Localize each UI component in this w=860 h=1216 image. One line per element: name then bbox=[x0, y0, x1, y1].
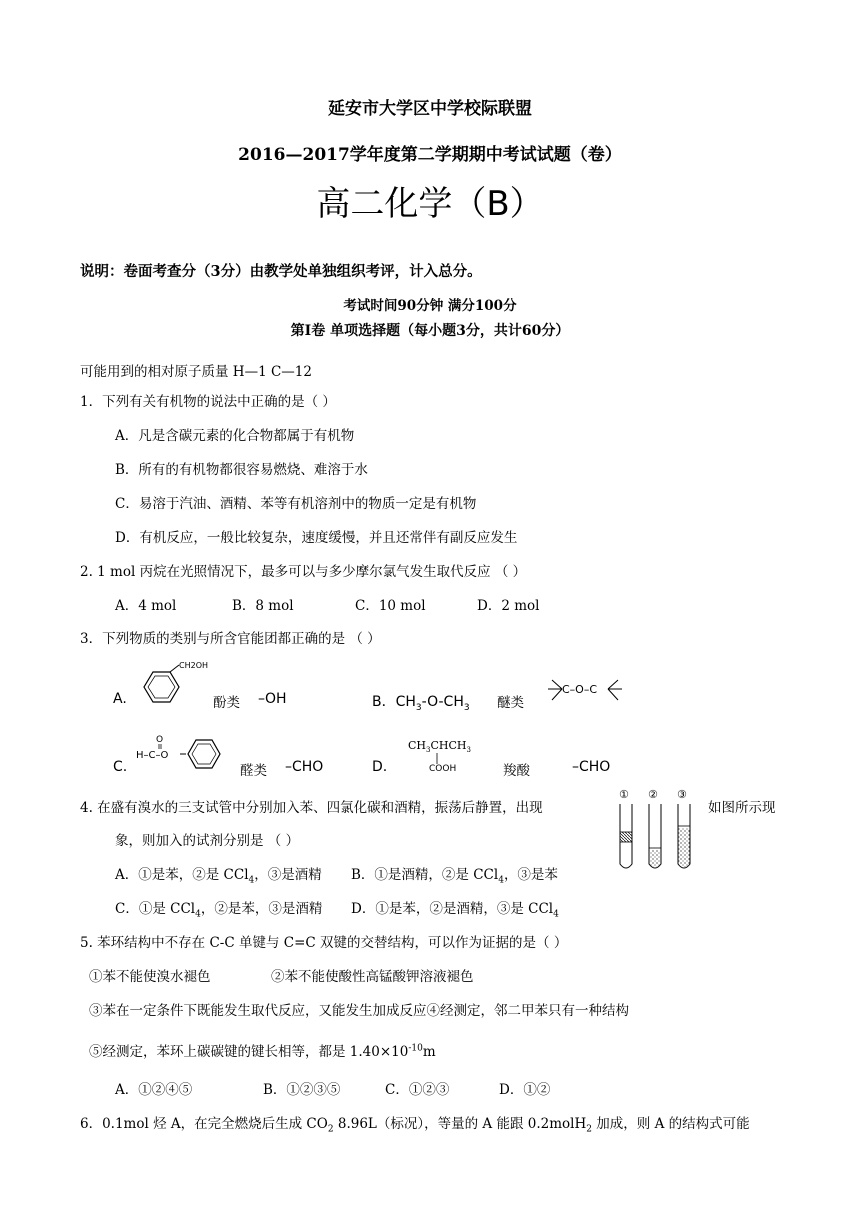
q3-option-a-class: 酚类 bbox=[213, 695, 240, 711]
q4-stem-2: 象，则加入的试剂分别是 （ ） bbox=[115, 833, 300, 849]
ether-label: C–O–C bbox=[562, 683, 598, 696]
tube-label-1: ① bbox=[619, 788, 629, 801]
q1-option-d: D．有机反应，一般比较复杂，速度缓慢，并且还常伴有副反应发生 bbox=[115, 530, 518, 546]
q3-option-d-group: –CHO bbox=[572, 759, 611, 775]
tube-1-top-layer bbox=[621, 832, 632, 842]
q4-option-c: C．①是 CCl$_4$，②是苯，③是酒精 bbox=[115, 901, 323, 920]
q3-option-b-class: 醚类 bbox=[497, 695, 524, 711]
formate-ester-structure bbox=[136, 730, 236, 776]
test-tubes-figure bbox=[612, 786, 698, 876]
exam-time: 考试时间90分钟 满分100分 bbox=[343, 298, 517, 314]
q3-option-a-group: –OH bbox=[258, 691, 287, 707]
q5-stem: 5. 苯环结构中不存在 C-C 单键与 C=C 双键的交替结构，可以作为证据的是（ ） bbox=[80, 935, 568, 951]
q4-option-b: B．①是酒精，②是 CCl$_4$，③是苯 bbox=[351, 867, 558, 886]
q5-statement-5-unit: m bbox=[422, 1044, 436, 1060]
q5-statement-5 bbox=[89, 1040, 436, 1060]
formate-label: H–C–O bbox=[136, 750, 169, 761]
q3-option-d-label: D. bbox=[372, 759, 388, 775]
atomic-masses: 可能用到的相对原子质量 H—1 C—12 bbox=[80, 364, 312, 380]
ether-structure bbox=[548, 672, 628, 708]
q3-option-d-class: 羧酸 bbox=[503, 763, 530, 779]
benzyl-alcohol-label: CH2OH bbox=[179, 661, 209, 670]
q1-option-a: A．凡是含碳元素的化合物都属于有机物 bbox=[115, 428, 355, 444]
tube-label-3: ③ bbox=[677, 788, 687, 801]
q5-statement-5-text: ⑤经测定，苯环上碳碳键的键长相等，都是 1.40×10 bbox=[89, 1044, 409, 1060]
section-title: 第Ⅰ卷 单项选择题（每小题3分，共计60分） bbox=[290, 323, 570, 339]
q1-option-c: C．易溶于汽油、酒精、苯等有机溶剂中的物质一定是有机物 bbox=[115, 496, 477, 512]
carbonyl-o: O bbox=[156, 735, 164, 745]
q1-option-b: B．所有的有机物都很容易燃烧、难溶于水 bbox=[115, 462, 368, 478]
q6-stem: 6．0.1mol 烃 A，在完全燃烧后生成 $CO_2$ 8.96L（标况），等量的 A 能跟 0.2molH$_2$ 加成，则 A 的结构式可能 bbox=[80, 1116, 750, 1135]
q5-option-a: A．①②④⑤ bbox=[115, 1082, 193, 1098]
q5-statement-1: ①苯不能使溴水褪色 bbox=[89, 969, 211, 985]
q2-option-b: B．8 mol bbox=[232, 598, 294, 614]
q3-option-d-struct-bottom: COOH bbox=[429, 764, 457, 774]
q4-stem: 4. 在盛有溴水的三支试管中分别加入苯、四氯化碳和酒精，振荡后静置，出现 bbox=[80, 800, 543, 816]
tube-2-bottom-layer bbox=[650, 850, 661, 867]
q2-stem: 2. 1 mol 丙烷在光照情况下，最多可以与多少摩尔氯气发生取代反应 （ ） bbox=[80, 564, 527, 580]
tube-3-layer bbox=[679, 828, 690, 867]
q5-statement-2: ②苯不能使酸性高锰酸钾溶液褪色 bbox=[271, 969, 474, 985]
benzyl-alcohol-structure bbox=[133, 662, 213, 712]
org-title: 延安市大学区中学校际联盟 bbox=[328, 99, 532, 119]
q3-option-c-class: 醛类 bbox=[240, 763, 267, 779]
q3-option-d-struct-top: $CH_3CHCH_3$ bbox=[408, 739, 471, 755]
term-title: 2016—2017学年度第二学期期中考试试题（卷） bbox=[238, 145, 622, 165]
q1-stem: 1．下列有关有机物的说法中正确的是（ ） bbox=[80, 394, 336, 410]
q3-option-b-formula: B．$CH_3-O-CH_3$ bbox=[372, 694, 470, 713]
q3-option-c-label: C. bbox=[113, 759, 128, 775]
q3-option-c-group: –CHO bbox=[285, 759, 324, 775]
q4-option-a: A．①是苯，②是 CCl$_4$，③是酒精 bbox=[115, 867, 322, 886]
q5-option-d: D．①② bbox=[499, 1082, 551, 1098]
q5-option-c: C．①②③ bbox=[385, 1082, 450, 1098]
q3-stem: 3．下列物质的类别与所含官能团都正确的是 （ ） bbox=[80, 631, 381, 647]
tube-label-2: ② bbox=[648, 788, 658, 801]
q5-option-b: B．①②③⑤ bbox=[263, 1082, 341, 1098]
q4-option-d: D．①是苯，②是酒精，③是 CCl$_4$ bbox=[351, 901, 559, 920]
q2-option-a: A．4 mol bbox=[115, 598, 177, 614]
q5-statement-5-exp: -10 bbox=[408, 1043, 423, 1054]
q4-stem-tail: 如图所示现 bbox=[708, 800, 776, 816]
q2-option-d: D．2 mol bbox=[477, 598, 540, 614]
q3-option-a-label: A. bbox=[113, 691, 127, 707]
subject-title: 高二化学（B） bbox=[316, 184, 544, 224]
q5-statement-3-4: ③苯在一定条件下既能发生取代反应，又能发生加成反应④经测定，邻二甲苯只有一种结构 bbox=[89, 1003, 629, 1019]
exam-note: 说明：卷面考查分（3分）由教学处单独组织考评，计入总分。 bbox=[80, 263, 482, 280]
q2-option-c: C．10 mol bbox=[355, 598, 426, 614]
